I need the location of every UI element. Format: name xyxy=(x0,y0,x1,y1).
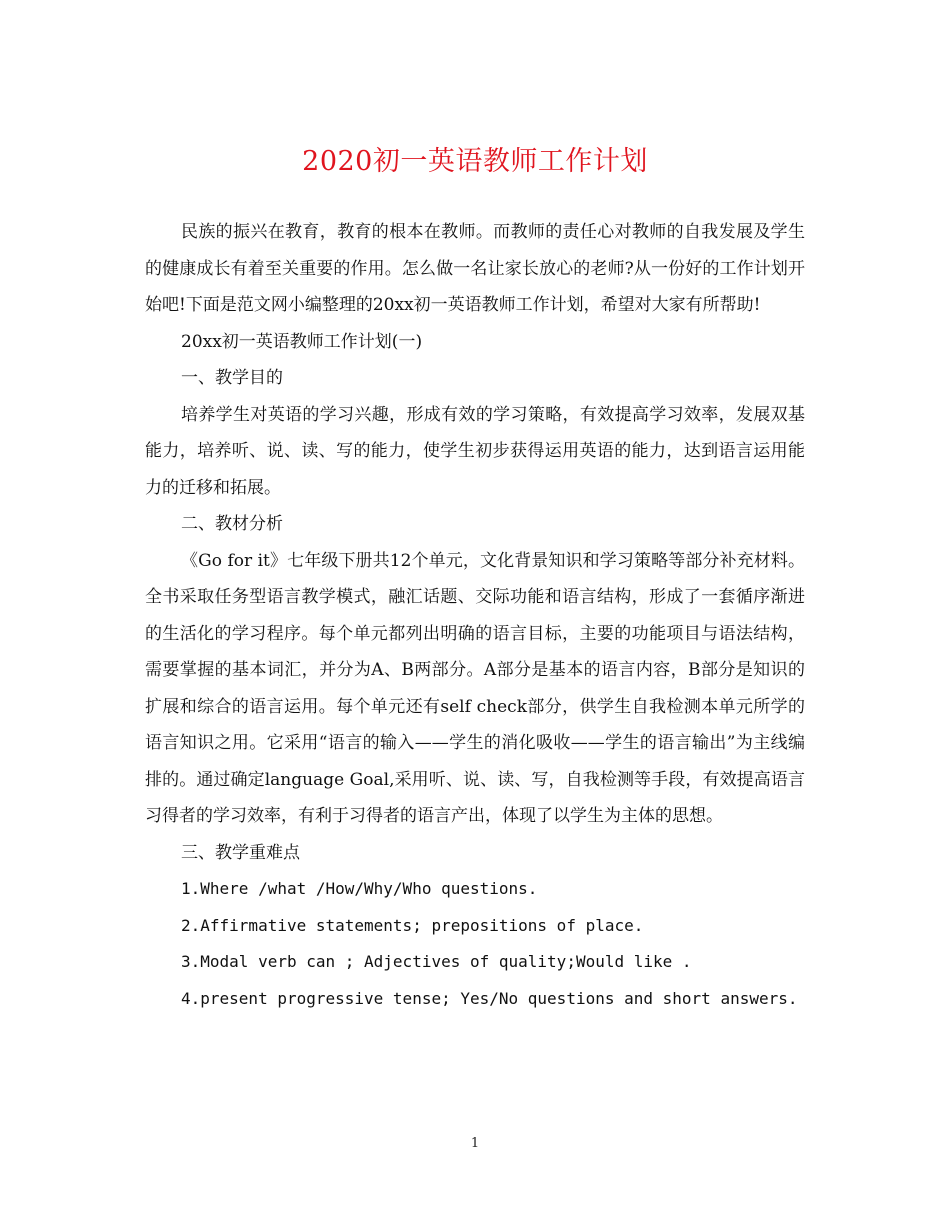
section-heading-objectives: 一、教学目的 xyxy=(181,368,283,388)
section-heading-key-points: 三、教学重难点 xyxy=(181,842,300,863)
document-body xyxy=(145,214,805,1017)
document-title: 2020初一英语教师工作计划 xyxy=(302,146,648,177)
textbook-analysis-paragraph: 《Go for it》七年级下册共12个单元，文化背景知识和学习策略等部分补充材料。全书采取任务型语言教学模式，融汇话题、交际功能和语言结构，形成了一套循序渐进的生活化的学习程序。每个单元都列出明确的语言目标，主要的功能项目与语法结构，需要掌握的基本词汇，并分为A、B两部分。A部分是基本的语言内容，B部分是知识的扩展和综合的语言运用。每个单元还有self check部分，供学生自我检测本单元所学的语言知识之用。它采用“语言的输入——学生的消化吸收——学生的语言输出”为主线编排的。通过确定language Goal,采用听、说、读、写，自我检测等手段，有效提高语言习得者的学习效率，有利于习得者的语言产出，体现了以学生为主体的思想。 xyxy=(145,550,805,826)
page-number: 1 xyxy=(470,1136,480,1151)
plan-subtitle: 20xx初一英语教师工作计划(一) xyxy=(181,331,423,352)
objectives-paragraph: 培养学生对英语的学习兴趣，形成有效的学习策略，有效提高学习效率，发展双基能力，培养听、说、读、写的能力，使学生初步获得运用英语的能力，达到语言运用能力的迁移和拓展。 xyxy=(145,404,805,498)
key-point-item: 3.Modal verb can ; Adjectives of quality;Would like . xyxy=(181,952,692,971)
key-point-item: 4.present progressive tense; Yes/No questions and short answers. xyxy=(181,988,798,1008)
section-heading-textbook-analysis: 二、教材分析 xyxy=(181,514,283,534)
key-point-item: 2.Affirmative statements; prepositions of place. xyxy=(181,915,644,935)
intro-paragraph: 民族的振兴在教育，教育的根本在教师。而教师的责任心对教师的自我发展及学生的健康成长有着至关重要的作用。怎么做一名让家长放心的老师?从一份好的工作计划开始吧!下面是范文网小编整理的20xx初一英语教师工作计划，希望对大家有所帮助! xyxy=(145,222,805,315)
key-point-item: 1.Where /what /How/Why/Who questions. xyxy=(181,879,538,898)
